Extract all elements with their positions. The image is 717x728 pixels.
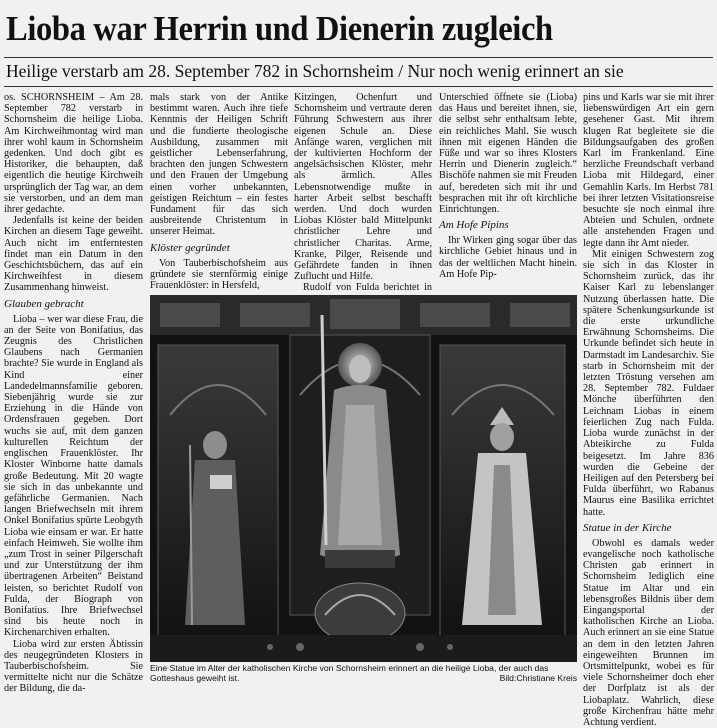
subheading-glauben-gebracht: Glauben gebracht (4, 297, 84, 310)
text-column-4 (439, 92, 577, 292)
paragraph: pins und Karls war sie mit ihrer liebenswürdigen Art ein gern gesehener Gast. Mit ihrem klugen Rat begleitete sie die Bildungsaufgaben des großen Karl im Frankenland. Eine herzliche Freundschaft verband Lioba mit Hildegard, einer Gemahlin Karls. Im Herbst 781 bei ihrer letzten Visitationsreise besuchte sie noch einmal ihre Abteien und Schulen, ordnete alle anstehenden Fragen und legte dann ihr Amt nieder. (583, 92, 714, 249)
altar-statue-photo (150, 295, 577, 662)
subheading-kloester-gegruendet: Klöster gegründet (150, 241, 230, 254)
photo-credit: Bild:Christiane Kreis (499, 673, 577, 683)
caption-text: Eine Statue im Alter der katholischen Kirche von Schornsheim erinnert an die heilige Lioba, der auch das Gotteshaus geweiht ist. (150, 663, 549, 683)
paragraph: Obwohl es damals weder evangelische noch katholische Christen gab erinnert in Schornsheim lediglich eine Statue im Altar und ein lebensgroßes Bildnis über dem Eingangsportal der katholischen Kirche an Lioba. Auch erinnert an sie eine Statue an dem in den letzten Jahren eingeweihten Brunnen im Ortsmittelpunkt, wobei es für viele Schornsheimer doch eher der Dorfplatz ist als der Liobaplatz. Wahrlich, diese große Kirchenfrau hätte mehr Achtung verdient. (583, 537, 714, 728)
subheading-am-hofe-pipins: Am Hofe Pipins (439, 219, 509, 232)
headline-rule (4, 57, 713, 58)
paragraph: Jedenfalls ist keine der beiden Kirchen an diesem Tage geweiht. Auch nicht im entferntesten findet man ein Datum in den Geschichtsbüchern, das auf ein Kirchweihfest in diesem Zusammenhang hinweist. (4, 215, 143, 294)
altar-illustration (150, 295, 577, 662)
paragraph: Mit einigen Schwestern zog sie sich in das Kloster in Schornsheim zurück, das ihr Kaiser Karl zu lebenslanger Nutzung überlassen hatte. Die spätere Schenkungsurkunde ist die erste urkundliche Erwähnung Schornsheims. Die Urkunde befindet sich heute in Darmstadt im Landesarchiv. Sie starb in Schornsheim mit der letzten Tröstung versehen am 28. September 782. Fuldaer Mönche überführten den Leichnam Liobas in einem feierlichen Zug nach Fulda. Lioba wurde zunächst in der Abteikirche zu Fulda beigesetzt. Im Jahre 836 wurden die Gebeine der Heiligen auf den Petersberg bei Fulda überführt, wo Rabanus Maurus eine Basilika errichtet hatte. (583, 248, 714, 518)
paragraph: Unterschied öffnete sie (Lioba) das Haus und bereitet ihnen, sie, die selbst sehr enthaltsam lebte, ein reichliches Mahl. Sie wusch ihnen mit eigenen Händen die Füße und war so ihres Klosters Herrin und Dienerin zugleich.“ Bischöfe nahmen sie mit Freuden auf, beredeten sich mit ihr und besprachen mit ihr oft kirchliche Einrichtungen. (439, 92, 577, 216)
photo-caption (150, 663, 577, 683)
paragraph: Rudolf von Fulda berichtet in (303, 282, 432, 294)
subheading-statue-in-der-kirche: Statue in der Kirche (583, 521, 672, 534)
paragraph: os. SCHORNSHEIM – Am 28. September 782 verstarb in Schornsheim die heilige Lioba. Am Kirchweihmontag wird man ihrer wohl kaum in Schornsheim gedenken. Und doch gibt es Historiker, die behaupten, daß eigentlich die heutige Kirchweih ursprünglich der Tag war, an dem sie verstorben, und an dem man ihrer gedachte. (4, 92, 143, 216)
paragraph: mals stark von der Antike bestimmt waren. Auch ihre tiefe Kenntnis der Heiligen Schrift und die fundierte theologische Ausbildung, zusammen mit geistlicher Lebenserfahrung, brachten den jungen Schwestern und den Frauen der Umgebung einen vorher unbekannten, geistigen Reichtum – ein festes Fundament für das sich ausbreitende Christentum in unserer Heimat. (150, 92, 288, 238)
paragraph: Kitzingen, Ochenfurt und Schornsheim und vertraute deren Führung Schwestern aus ihrer eigenen Schule an. Diese Anfänge waren, verglichen mit der kultivierten Hochform der angelsächsischen Klöster, mehr als ärmlich. Alles Lebensnotwendige mußte in harter Arbeit selbst beschafft werden. Und doch wurden Liobas Klöster bald Mittelpunkt christlicher Lehre und christlicher Charitas. Arme, Kranke, Pilger, Reisende und Gefährdete fanden in ihnen Zuflucht und Hilfe. (294, 92, 432, 283)
paragraph: Von Tauberbischofsheim aus gründete sie sternförmig einige Frauenklöster: in Hersfeld, (150, 257, 288, 292)
subheadline-rule (4, 86, 713, 87)
text-column-2 (150, 92, 288, 292)
article-subheadline: Heilige verstarb am 28. September 782 in Schornsheim / Nur noch wenig erinnert an sie (6, 61, 624, 81)
paragraph: Lioba – wer war diese Frau, die an der Seite von Bonifatius, das Zeugnis des Christlichen Glaubens nach Germanien brachte? Sie wurde in England als Kind einer Landedelmannsfamilie geboren. Siebenjährig wurde sie zur Erziehung in die Hände von Ordensfrauen gegeben. Dort wuchs sie auf, mit dem ganzen kulturellen Reichtum der englischen Frauenklöster. Ihr Kloster Winborne hatte damals große Bedeutung. Mit 20 wagte sie sich in das unbekannte und gefährliche Germanien. Nach langen Briefwechseln mit ihrem Onkel Bonifatius spürte Leobgyth Lioba wie einsam er war. Er hatte einfach Heimweh. Sie wollte ihm „zum Trost in seiner Pilgerschaft und zur Unterstützung der ihm übertragenen Arbeiten“ Beistand leisten, so berichtet Rudolf von Fulda, der Biograph von Bonifatius. Ihre Briefwechsel sind bis heute noch in Kirchenarchiven erhalten. (4, 313, 143, 639)
text-column-5 (583, 92, 714, 728)
paragraph: Lioba wird zur ersten Äbtissin des neugegründeten Klosters in Tauberbischofsheim. Sie vermittelte nicht nur die Schätze der Bildung, die da- (4, 638, 143, 695)
paragraph: Ihr Wirken ging sogar über das kirchliche Gebiet hinaus und in das der weltlichen Macht hinein. Am Hofe Pip- (439, 235, 577, 280)
text-column-1 (4, 92, 143, 694)
article-headline: Lioba war Herrin und Dienerin zugleich (6, 9, 553, 48)
text-column-3 (294, 92, 432, 292)
